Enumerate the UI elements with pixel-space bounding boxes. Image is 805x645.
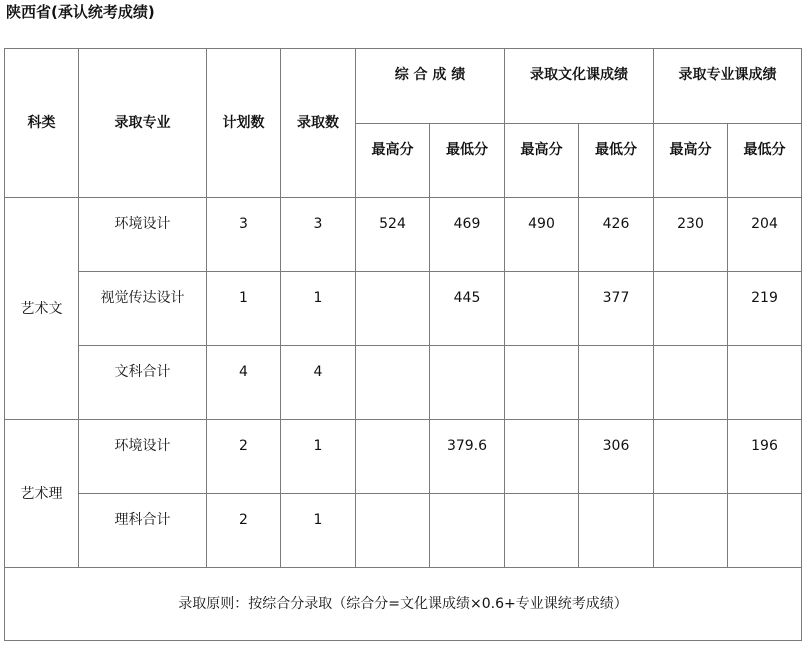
admitted-count-cell: 3 bbox=[281, 198, 356, 272]
admission-score-table bbox=[4, 48, 802, 641]
professional-min-cell: 204 bbox=[728, 198, 802, 272]
professional-min-cell bbox=[728, 346, 802, 420]
header-composite-max: 最高分 bbox=[356, 124, 430, 198]
professional-max-cell bbox=[654, 494, 728, 568]
plan-count-cell: 2 bbox=[207, 494, 281, 568]
professional-max-cell bbox=[654, 346, 728, 420]
table-row bbox=[5, 494, 802, 568]
header-culture-min: 最低分 bbox=[579, 124, 654, 198]
plan-count-cell: 2 bbox=[207, 420, 281, 494]
header-major: 录取专业 bbox=[79, 49, 207, 198]
composite-max-cell bbox=[356, 272, 430, 346]
table-row bbox=[5, 198, 802, 272]
culture-max-cell: 490 bbox=[505, 198, 579, 272]
culture-min-cell bbox=[579, 346, 654, 420]
major-cell: 视觉传达设计 bbox=[79, 272, 207, 346]
composite-max-cell: 524 bbox=[356, 198, 430, 272]
plan-count-cell: 4 bbox=[207, 346, 281, 420]
table-row bbox=[5, 272, 802, 346]
composite-min-cell bbox=[430, 346, 505, 420]
header-plan-count: 计划数 bbox=[207, 49, 281, 198]
composite-min-cell: 445 bbox=[430, 272, 505, 346]
admitted-count-cell: 1 bbox=[281, 272, 356, 346]
composite-max-cell bbox=[356, 346, 430, 420]
major-cell: 文科合计 bbox=[79, 346, 207, 420]
culture-max-cell bbox=[505, 420, 579, 494]
professional-max-cell: 230 bbox=[654, 198, 728, 272]
category-cell: 艺术文 bbox=[5, 198, 79, 420]
admitted-count-cell: 1 bbox=[281, 420, 356, 494]
admitted-count-cell: 4 bbox=[281, 346, 356, 420]
header-professional-score: 录取专业课成绩 bbox=[654, 49, 802, 124]
major-cell: 环境设计 bbox=[79, 420, 207, 494]
culture-max-cell bbox=[505, 346, 579, 420]
plan-count-cell: 3 bbox=[207, 198, 281, 272]
table-row bbox=[5, 346, 802, 420]
header-composite-min: 最低分 bbox=[430, 124, 505, 198]
culture-min-cell: 306 bbox=[579, 420, 654, 494]
culture-max-cell bbox=[505, 494, 579, 568]
category-cell: 艺术理 bbox=[5, 420, 79, 568]
culture-min-cell: 377 bbox=[579, 272, 654, 346]
culture-min-cell: 426 bbox=[579, 198, 654, 272]
professional-min-cell: 196 bbox=[728, 420, 802, 494]
header-row-top bbox=[5, 49, 802, 124]
professional-max-cell bbox=[654, 420, 728, 494]
major-cell: 理科合计 bbox=[79, 494, 207, 568]
composite-min-cell: 469 bbox=[430, 198, 505, 272]
professional-max-cell bbox=[654, 272, 728, 346]
header-admitted-count: 录取数 bbox=[281, 49, 356, 198]
composite-max-cell bbox=[356, 494, 430, 568]
header-category: 科类 bbox=[5, 49, 79, 198]
table-row bbox=[5, 420, 802, 494]
professional-min-cell bbox=[728, 494, 802, 568]
admission-principle-note: 录取原则：按综合分录取（综合分=文化课成绩×0.6+专业课统考成绩） bbox=[5, 568, 802, 641]
header-composite-score: 综 合 成 绩 bbox=[356, 49, 505, 124]
admitted-count-cell: 1 bbox=[281, 494, 356, 568]
composite-min-cell bbox=[430, 494, 505, 568]
footnote-row bbox=[5, 568, 802, 641]
header-professional-max: 最高分 bbox=[654, 124, 728, 198]
header-culture-score: 录取文化课成绩 bbox=[505, 49, 654, 124]
plan-count-cell: 1 bbox=[207, 272, 281, 346]
composite-max-cell bbox=[356, 420, 430, 494]
culture-max-cell bbox=[505, 272, 579, 346]
page-title: 陕西省(承认统考成绩) bbox=[6, 3, 155, 21]
header-culture-max: 最高分 bbox=[505, 124, 579, 198]
major-cell: 环境设计 bbox=[79, 198, 207, 272]
header-professional-min: 最低分 bbox=[728, 124, 802, 198]
composite-min-cell: 379.6 bbox=[430, 420, 505, 494]
professional-min-cell: 219 bbox=[728, 272, 802, 346]
culture-min-cell bbox=[579, 494, 654, 568]
